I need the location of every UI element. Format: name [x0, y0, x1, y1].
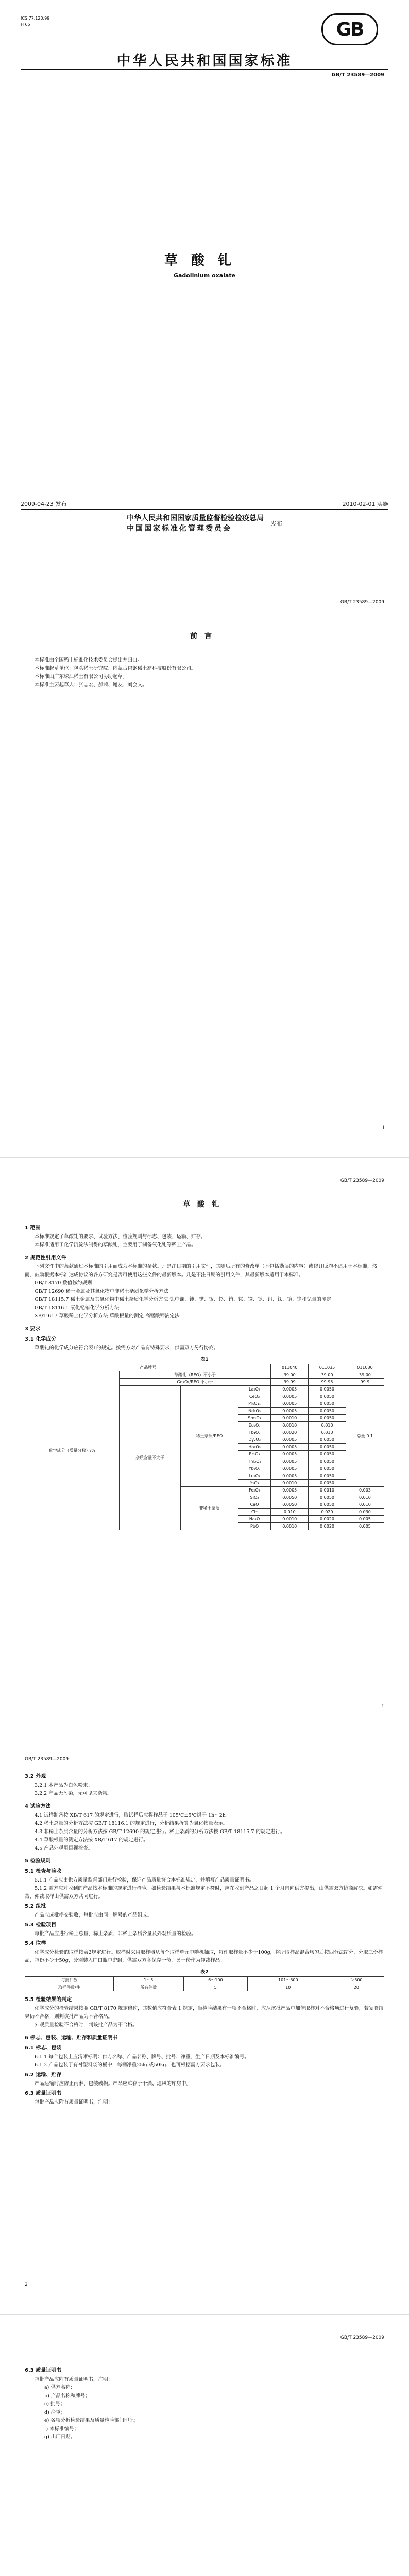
- table-cell: 0.0005: [271, 1465, 309, 1472]
- table-cell: 0.0010: [309, 1487, 346, 1494]
- table-cell: Tm₂O₃: [238, 1458, 271, 1465]
- table-cell: 6～100: [183, 1977, 247, 1984]
- table-cell: 0.0050: [309, 1472, 346, 1480]
- running-header: GB/T 23589—2009: [340, 1178, 384, 1183]
- table-cell: 化学成分（质量分数）/%: [25, 1371, 120, 1530]
- table-cell: 0.0010: [271, 1415, 309, 1422]
- table-cell: CeO₂: [238, 1393, 271, 1400]
- certificate-intro: 每批产品应附有质量证明书，注明：: [35, 2377, 113, 2382]
- table-cell: 39.00: [271, 1371, 309, 1379]
- issuer-block: [0, 513, 409, 534]
- cover-page: [0, 0, 409, 579]
- date-row: [21, 500, 388, 508]
- table-cell: 0.0020: [309, 1523, 346, 1530]
- certificate-para: 每批产品应附有质量证明书，注明：: [35, 2099, 113, 2105]
- standard-title: 中华人民共和国国家标准: [116, 53, 293, 69]
- table-cell: 0.0050: [309, 1400, 346, 1408]
- clause-heading: 5 检验规则: [25, 1858, 51, 1864]
- table-cell: Nd₂O₃: [238, 1408, 271, 1415]
- body-page-3: [0, 2314, 409, 2576]
- foreword-para: 本标准主要起草人：张志宏、郝茜、谢友、刘会文。: [35, 682, 147, 688]
- table-cell: 0.0050: [309, 1451, 346, 1458]
- reference-item: GB/T 18116.1 氧化钇铕化学分析方法: [35, 1305, 120, 1311]
- test-method-para: 4.4 草酸根量的测定方法按 XB/T 617 的规定进行。: [35, 1837, 148, 1843]
- table-cell: 0.0010: [271, 1480, 309, 1487]
- body-content: [25, 2366, 384, 2442]
- table-cell: 99.99: [271, 1379, 309, 1386]
- table-row: [25, 1364, 384, 1371]
- table-cell: ＞300: [329, 1977, 384, 1984]
- table-cell: Fe₂O₃: [238, 1487, 271, 1494]
- body-content: [25, 1219, 384, 1530]
- table-caption: 表1: [200, 1357, 209, 1362]
- table-cell: 0.0005: [271, 1472, 309, 1480]
- items-para: 每批产品应进行稀土总量、稀土杂质、非稀土杂质含量及外观质量的检验。: [35, 1931, 196, 1937]
- judgement-para: 外观质量检验不合格时，判该批产品为不合格。: [35, 2022, 138, 2028]
- subclause-heading: 3.1 化学成分: [25, 1336, 57, 1342]
- sampling-table: [25, 1976, 384, 1991]
- list-item: e) 各项分析检验结果及质量检验部门印记；: [44, 2418, 139, 2424]
- table-cell: 011035: [309, 1364, 346, 1371]
- table-cell: 0.0005: [271, 1386, 309, 1393]
- table-cell: Cl⁻: [238, 1509, 271, 1516]
- normative-para: 下列文件中的条款通过本标准的引用而成为本标准的条款。凡是注日期的引用文件，其随后所有的修改单（不包括勘误的内容）或修订版均不适用于本标准，然而，鼓励根据本标准达成协议的各方研究是否可使用这些文件的最新版本。凡是不注日期的引用文件，其最新版本适用于本标准。: [25, 1264, 378, 1278]
- test-method-para: 4.1 试样制备按 XB/T 617 的规定进行，取试样后应将样品于 105℃±5℃烘干 1h～2h。: [35, 1812, 231, 1818]
- table-cell: Gd₂O₃/REO 不小于: [119, 1379, 271, 1386]
- table-cell: 39.00: [309, 1371, 346, 1379]
- list-item: b) 产品名称和牌号；: [44, 2393, 90, 2399]
- subclause-heading: 6.1 标志、包装: [25, 2045, 62, 2051]
- body-page-1: [0, 1157, 409, 1736]
- table-cell: 0.0005: [271, 1393, 309, 1400]
- scope-para: 本标准规定了草酸钆的要求、试验方法、检验规则与标志、包装、运输、贮存。: [35, 1234, 206, 1240]
- table-cell: 0.0050: [309, 1480, 346, 1487]
- issuer-names: [127, 513, 264, 534]
- implementation-date: 2010-02-01 实施: [342, 501, 388, 507]
- table-cell: 0.0050: [309, 1408, 346, 1415]
- clause-heading: 2 规范性引用文件: [25, 1255, 66, 1261]
- table-cell: 0.0005: [271, 1444, 309, 1451]
- table-cell: 0.020: [309, 1509, 346, 1516]
- table-cell: 10: [247, 1984, 329, 1991]
- subclause-heading: 6.3 质量证明书: [25, 2368, 62, 2374]
- table-cell: 0.0020: [309, 1516, 346, 1523]
- table-cell: 取样件数/件: [25, 1984, 114, 1991]
- subclause-heading: 3.2 外观: [25, 1774, 46, 1780]
- table-cell: Yb₂O₃: [238, 1465, 271, 1472]
- table-cell: 所有件数: [113, 1984, 183, 1991]
- table-cell: 0.030: [346, 1509, 384, 1516]
- table-cell: 1～5: [113, 1977, 183, 1984]
- issuer-tag: 发布: [271, 520, 282, 527]
- table-cell: 0.0050: [309, 1444, 346, 1451]
- clause-heading: 1 范围: [25, 1225, 41, 1231]
- subclause-heading: 5.2 组批: [25, 1904, 46, 1909]
- table-cell: 0.0050: [309, 1458, 346, 1465]
- appearance-para: 3.2.2 产品无污染，无可见夹杂物。: [35, 1791, 112, 1797]
- judgement-para: 化学成分的检验结果按照 GB/T 8170 规定修约，其数值应符合表 1 规定，当检验结果有一项不合格时，应从该批产品中加倍取样对不合格项进行复验，若复验结果仍不合格，则判该批产品为不合格品。: [25, 2006, 384, 2020]
- reference-item: GB/T 8170 数值修约规则: [35, 1280, 92, 1286]
- table-cell: 101～300: [247, 1977, 329, 1984]
- scope-para: 本标准适用于化学沉淀法制得的草酸钆，主要用于制备氧化钆等稀土产品。: [35, 1242, 196, 1248]
- foreword-title: 前言: [190, 632, 219, 640]
- table-cell: Tb₄O₇: [238, 1429, 271, 1436]
- running-header: GB/T 23589—2009: [340, 2335, 384, 2341]
- subclause-heading: 5.3 检验项目: [25, 1922, 57, 1928]
- table-cell: 0.0005: [271, 1400, 309, 1408]
- gb-logo-text: GB: [336, 19, 364, 40]
- table-cell: Y₂O₃: [238, 1480, 271, 1487]
- table-cell: Eu₂O₃: [238, 1422, 271, 1429]
- classification-codes: [21, 15, 49, 28]
- body-content: [25, 1772, 384, 2107]
- appearance-para: 3.2.1 本产品为白色粉末。: [35, 1783, 93, 1788]
- table-cell: Sm₂O₃: [238, 1415, 271, 1422]
- document-title: 草酸钆: [164, 253, 245, 268]
- body-title: 草酸钆: [183, 1200, 226, 1209]
- table-cell: 0.0020: [271, 1429, 309, 1436]
- table-cell: 产品牌号: [25, 1364, 271, 1371]
- body-page-2: [0, 1736, 409, 2314]
- table-cell: Ho₂O₃: [238, 1444, 271, 1451]
- issuer-2: 中国国家标准化管理委员会: [127, 524, 232, 533]
- table-cell: 20: [329, 1984, 384, 1991]
- foreword-para: 本标准起草单位：包头稀土研究院、内蒙古包钢稀土高科技股份有限公司。: [35, 666, 196, 671]
- subclause-heading: 5.4 取样: [25, 1941, 46, 1946]
- standard-number: GB/T 23589—2009: [331, 72, 384, 78]
- table-cell: 0.0050: [309, 1393, 346, 1400]
- issue-date: 2009-04-23 发布: [21, 501, 67, 507]
- inspection-para: 5.1.1 产品应由供方质量监督部门进行检验，保证产品质量符合本标准规定，并填写产品质量证明书。: [35, 1877, 254, 1883]
- table-cell: 0.0005: [271, 1436, 309, 1444]
- gb-logo: [321, 13, 378, 45]
- table-cell: La₂O₃: [238, 1386, 271, 1393]
- table-cell: 011040: [271, 1364, 309, 1371]
- list-item: f) 本标准编号；: [44, 2426, 79, 2432]
- list-item: c) 批号；: [44, 2401, 65, 2407]
- table-cell: Er₂O₃: [238, 1451, 271, 1458]
- table-cell: 0.0050: [309, 1415, 346, 1422]
- foreword-para: 本标准由广东珠江稀土有限公司协助起草。: [35, 674, 128, 680]
- running-header: GB/T 23589—2009: [340, 600, 384, 605]
- foreword-body: [25, 656, 384, 689]
- clause-heading: 4 试验方法: [25, 1804, 51, 1809]
- table-cell: 稀土杂质/REO: [181, 1386, 238, 1487]
- test-method-para: 4.3 非稀土杂质含量的分析方法按 GB/T 12690 的规定进行。稀土杂质的分析方法按 GB/T 18115.7 的规定进行。: [35, 1829, 285, 1835]
- test-method-para: 4.2 稀土总量的分析方法按 GB/T 18116.1 的规定进行，分析结果折算为氧化物量表示。: [35, 1821, 228, 1826]
- table-cell: 39.00: [346, 1371, 384, 1379]
- table-caption: 表2: [200, 1970, 209, 1975]
- table-cell: 011030: [346, 1364, 384, 1371]
- top-rule: [21, 69, 388, 70]
- table-cell: 0.0010: [271, 1422, 309, 1429]
- sampling-para: 化学成分检验的取样按表2规定进行。取样时采用取样器从每个取样单元中随机抽取，每件取样量不少于100g，将所取样品混合均匀后按四分法缩分，分取三份样品，每份不少于50g，分别装入广口瓶中密封，供需双方各保存一份，另一份作为仲裁样品。: [25, 1950, 383, 1963]
- clause-heading: 3 要求: [25, 1326, 41, 1332]
- table-cell: 99.95: [309, 1379, 346, 1386]
- table-cell: 5: [183, 1984, 247, 1991]
- table-cell: 0.010: [346, 1494, 384, 1501]
- transport-para: 产品运输时应防止雨淋、包装破损。产品应贮存于干燥、通风的库房中。: [35, 2081, 192, 2087]
- table-cell: 0.0050: [309, 1465, 346, 1472]
- table-cell: Pr₆O₁₁: [238, 1400, 271, 1408]
- composition-table: [25, 1364, 384, 1530]
- table-cell: 0.010: [309, 1429, 346, 1436]
- foreword-para: 本标准由全国稀土标准化技术委员会提出并归口。: [35, 657, 143, 663]
- table-row: [25, 1371, 384, 1379]
- subclause-heading: 5.5 检验结果的判定: [25, 1997, 72, 2003]
- foreword-page: [0, 579, 409, 1157]
- table-cell: 非稀土杂质: [181, 1487, 238, 1530]
- table-cell: Dy₂O₃: [238, 1436, 271, 1444]
- reference-item: GB/T 12690 稀土金属及其氧化物中非稀土杂质化学分析方法: [35, 1289, 168, 1294]
- table-cell: 0.0050: [271, 1494, 309, 1501]
- ics-code: ICS 77.120.99: [21, 16, 50, 21]
- table-cell: CaO: [238, 1501, 271, 1509]
- table-cell: 0.005: [346, 1516, 384, 1523]
- table-cell: 0.010: [309, 1422, 346, 1429]
- table-row: [25, 1977, 384, 1984]
- subclause-heading: 6.3 质量证明书: [25, 2091, 62, 2096]
- table-cell: 0.0005: [271, 1451, 309, 1458]
- requirement-para: 草酸钆的化学成分应符合表1的规定。按需方对产品有特殊要求，供需双方另行协商。: [35, 1345, 219, 1351]
- table-cell: 0.010: [346, 1501, 384, 1509]
- marking-para: 6.1.2 产品包装于有衬塑料袋的桶中，每桶净重25kg或50kg，也可根据需方要求包装。: [35, 2062, 225, 2068]
- inspection-para: 5.1.2 需方应对收到的产品按本标准的规定进行检验。如检验结果与本标准规定不符时，应在收到产品之日起 1 个月内向供方提出，由供需双方协商解决。如需仲裁，仲裁取样由供需双方共同进行。: [25, 1886, 383, 1900]
- issuer-1: 中华人民共和国国家质量监督检验检疫总局: [127, 514, 264, 522]
- table-cell: 杂质含量不大于: [119, 1386, 181, 1530]
- reference-item: XB/T 617 草酸稀土化学分析方法 草酸根量的测定 高锰酸钾滴定法: [35, 1313, 180, 1319]
- table-cell: 0.010: [271, 1509, 309, 1516]
- table-cell: 0.0010: [271, 1523, 309, 1530]
- document-title-en: Gadolinium oxalate: [173, 272, 236, 279]
- table-cell: Na₂O: [238, 1516, 271, 1523]
- page-number: 1: [381, 1704, 384, 1709]
- list-item: d) 净重；: [44, 2410, 66, 2415]
- table-cell: 总量 0.1: [346, 1386, 384, 1487]
- table-cell: 0.003: [346, 1487, 384, 1494]
- subclause-heading: 6.2 运输、贮存: [25, 2072, 62, 2078]
- table-cell: 草酸钆（REO）不小于: [119, 1371, 271, 1379]
- table-cell: PbO: [238, 1523, 271, 1530]
- marking-para: 6.1.1 每个包装上应清晰标明：供方名称、产品名称、牌号、批号、净重、生产日期及本标准编号。: [35, 2054, 249, 2060]
- table-cell: 0.0050: [309, 1386, 346, 1393]
- batch-para: 产品应成批提交验收，每批应由同一牌号的产品组成。: [35, 1912, 152, 1918]
- ccs-code: H 65: [21, 22, 30, 27]
- test-method-para: 4.5 产品外观用目视检查。: [35, 1845, 93, 1851]
- table-cell: Lu₂O₃: [238, 1472, 271, 1480]
- table-cell: SiO₂: [238, 1494, 271, 1501]
- table-cell: 99.9: [346, 1379, 384, 1386]
- table-cell: 0.0050: [309, 1501, 346, 1509]
- reference-item: GB/T 18115.7 稀土金属及其氧化物中稀土杂质化学分析方法 钆中镧、铈、镨、钕、钐、铕、铽、镝、钬、铒、铥、镱、镥和钇量的测定: [35, 1297, 331, 1302]
- subclause-heading: 5.1 检查与验收: [25, 1869, 62, 1874]
- table-cell: 每批件数: [25, 1977, 114, 1984]
- table-cell: 0.0010: [271, 1516, 309, 1523]
- bottom-rule: [21, 509, 388, 510]
- list-item: a) 供方名称；: [44, 2385, 75, 2391]
- running-header: GB/T 23589—2009: [25, 1757, 69, 1762]
- table-cell: 0.0005: [271, 1487, 309, 1494]
- page-number: 2: [25, 2282, 28, 2287]
- table-cell: 0.0050: [309, 1436, 346, 1444]
- clause-heading: 6 标志、包装、运输、贮存和质量证明书: [25, 2035, 118, 2041]
- table-cell: 0.0050: [271, 1501, 309, 1509]
- page-number: I: [383, 1125, 384, 1130]
- table-cell: 0.0050: [309, 1494, 346, 1501]
- table-cell: 0.005: [346, 1523, 384, 1530]
- table-row: [25, 1984, 384, 1991]
- list-item: g) 出厂日期。: [44, 2434, 76, 2440]
- table-cell: 0.0005: [271, 1408, 309, 1415]
- table-cell: 0.0005: [271, 1458, 309, 1465]
